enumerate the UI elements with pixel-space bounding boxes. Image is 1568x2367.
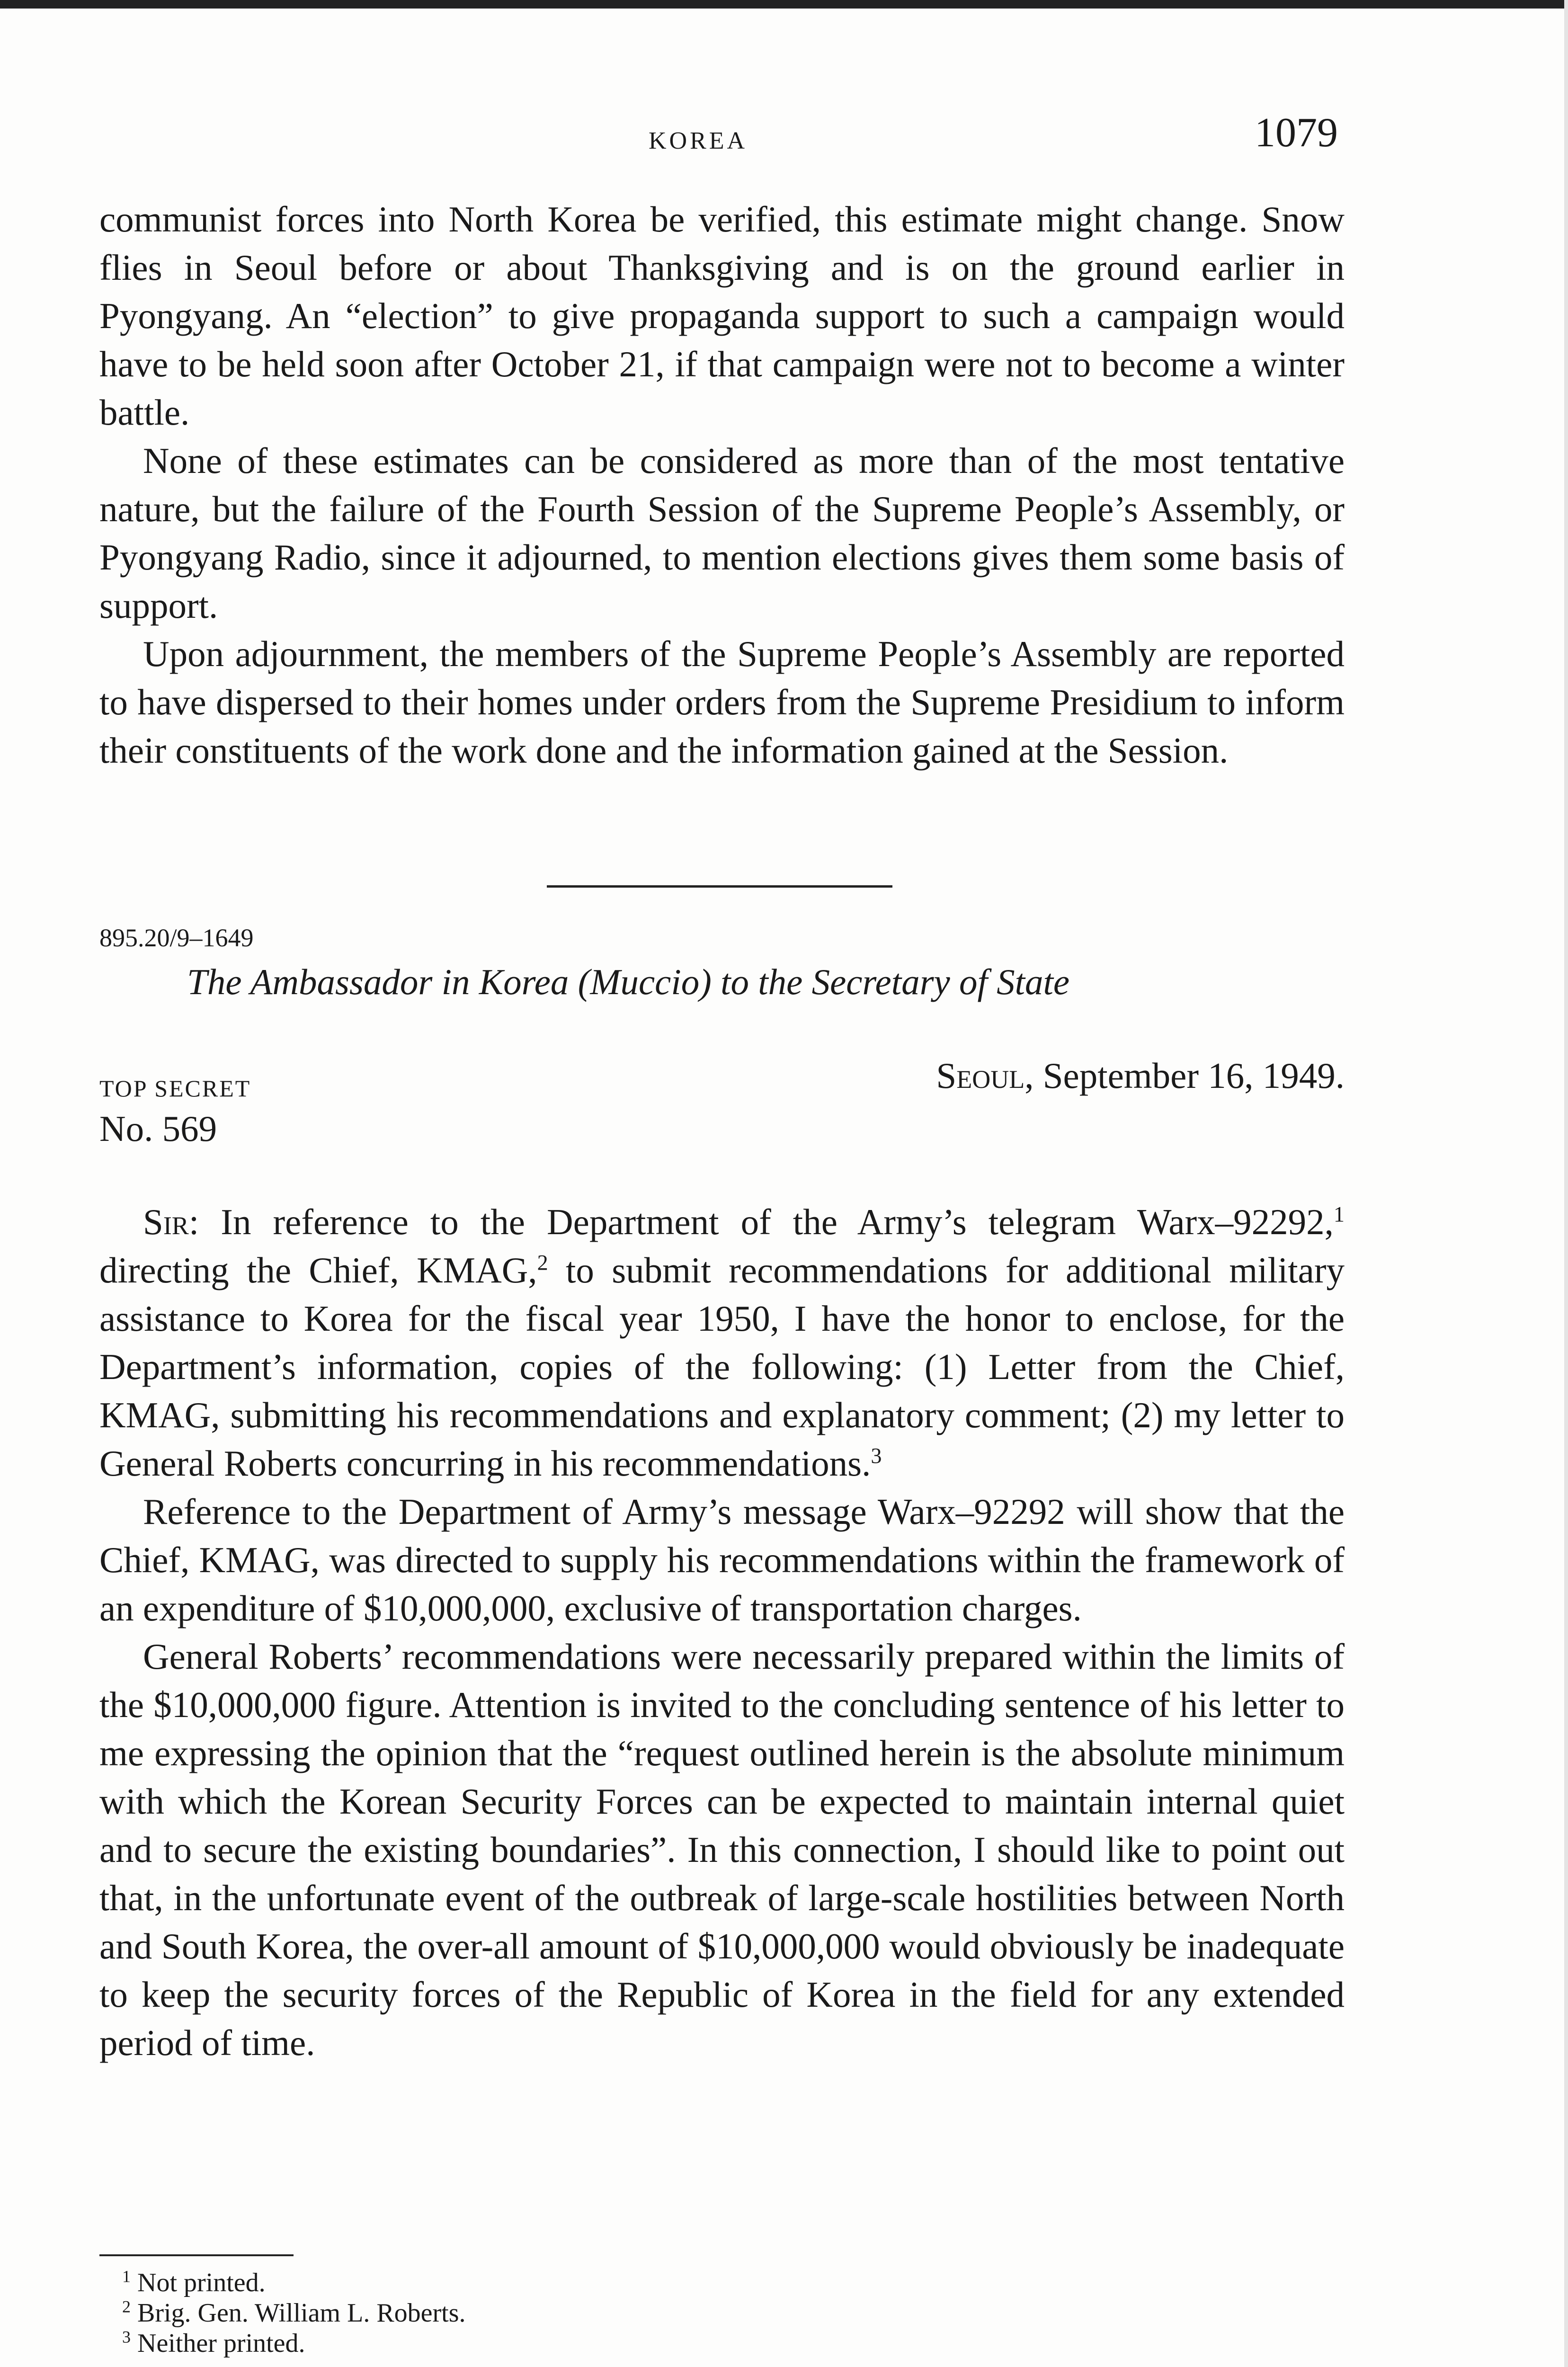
footnote-mark: 3	[122, 2327, 131, 2347]
page-number: 1079	[1255, 110, 1338, 156]
paragraph-text: to submit recommendations for additional military assistance to Korea for the fiscal year 1950, I have the honor to enclose, for the Department’s information, copies of the following: (1) Letter from the Chief, KMAG, submitting his recommendations and explanatory comment; (2) my letter to General Roberts concurring in his recommendations.	[99, 1250, 1345, 1484]
paragraph: None of these estimates can be considered as more than of the most tentative nature, but the failure of the Fourth Session of the Supreme People’s Assembly, or Pyongyang Radio, since it adjourned, to mention elections gives them some basis of support.	[99, 440, 1345, 626]
paragraph: Reference to the Department of Army’s message Warx–92292 will show that the Chief, KMAG, was directed to supply his recommendations within the framework of an expenditure of $10,000,000, exclusive of transportation charges.	[99, 1491, 1345, 1628]
footnote-text: Neither printed.	[137, 2329, 305, 2358]
footnote-ref: 1	[1333, 1202, 1345, 1227]
footnote-ref: 3	[871, 1443, 882, 1468]
page-right-edge	[1564, 0, 1568, 2367]
paragraph: General Roberts’ recommendations were necessarily prepared within the limits of the $10,000,000 figure. Attention is invited to the concluding sentence of his letter to me expressing the opinion that the “request outlined herein is the absolute minimum with which the Korean Security Forces can be expected to maintain internal quiet and to secure the existing boundaries”. In this connection, I should like to point out that, in the unfortunate event of the outbreak of large-scale hostilities between North and South Korea, the over-all amount of $10,000,000 would obviously be inadequate to keep the security forces of the Republic of Korea in the field for any extended period of time.	[99, 1636, 1345, 2063]
footnote-text: Not printed.	[137, 2268, 266, 2297]
letter-body	[99, 1198, 1345, 2067]
document-file-number: 895.20/9–1649	[99, 924, 254, 952]
paragraph-text: directing the Chief, KMAG,	[99, 1250, 537, 1290]
footnote-mark: 1	[122, 2267, 131, 2286]
salutation: Sir	[143, 1201, 189, 1242]
document-heading: The Ambassador in Korea (Muccio) to the Secretary of State	[187, 961, 1070, 1002]
dateline	[936, 1055, 1345, 1097]
footnotes	[122, 2268, 466, 2358]
footnote-ref: 2	[537, 1250, 548, 1275]
paragraph-text: : In reference to the Department of the Army’s telegram Warx–92292,	[188, 1201, 1334, 1242]
paragraph: communist forces into North Korea be verified, this estimate might change. Snow flies in Seoul before or about Thanksgiving and is on the ground earlier in Pyongyang. An “election” to give propaganda support to such a campaign would have to be held soon after October 21, if that campaign were not to become a winter battle.	[99, 199, 1345, 433]
dateline-date: September 16, 1949.	[1042, 1055, 1345, 1096]
footnote	[122, 2298, 466, 2328]
page-top-edge	[0, 0, 1568, 9]
document-number: No. 569	[99, 1108, 217, 1149]
footnote	[122, 2328, 466, 2358]
continued-text	[99, 195, 1345, 774]
footnote-rule	[99, 2254, 294, 2256]
paragraph	[99, 1198, 1345, 1487]
footnote-text: Brig. Gen. William L. Roberts.	[137, 2298, 466, 2328]
section-divider	[547, 885, 892, 888]
running-head: KOREA	[649, 127, 748, 154]
dateline-place: Seoul,	[936, 1055, 1034, 1096]
footnote-mark: 2	[122, 2297, 131, 2316]
footnote	[122, 2268, 466, 2298]
classification-label: TOP SECRET	[99, 1075, 251, 1102]
paragraph: Upon adjournment, the members of the Supreme People’s Assembly are reported to have dispersed to their homes under orders from the Supreme Presidium to inform their constituents of the work done and the information gained at the Session.	[99, 633, 1345, 771]
